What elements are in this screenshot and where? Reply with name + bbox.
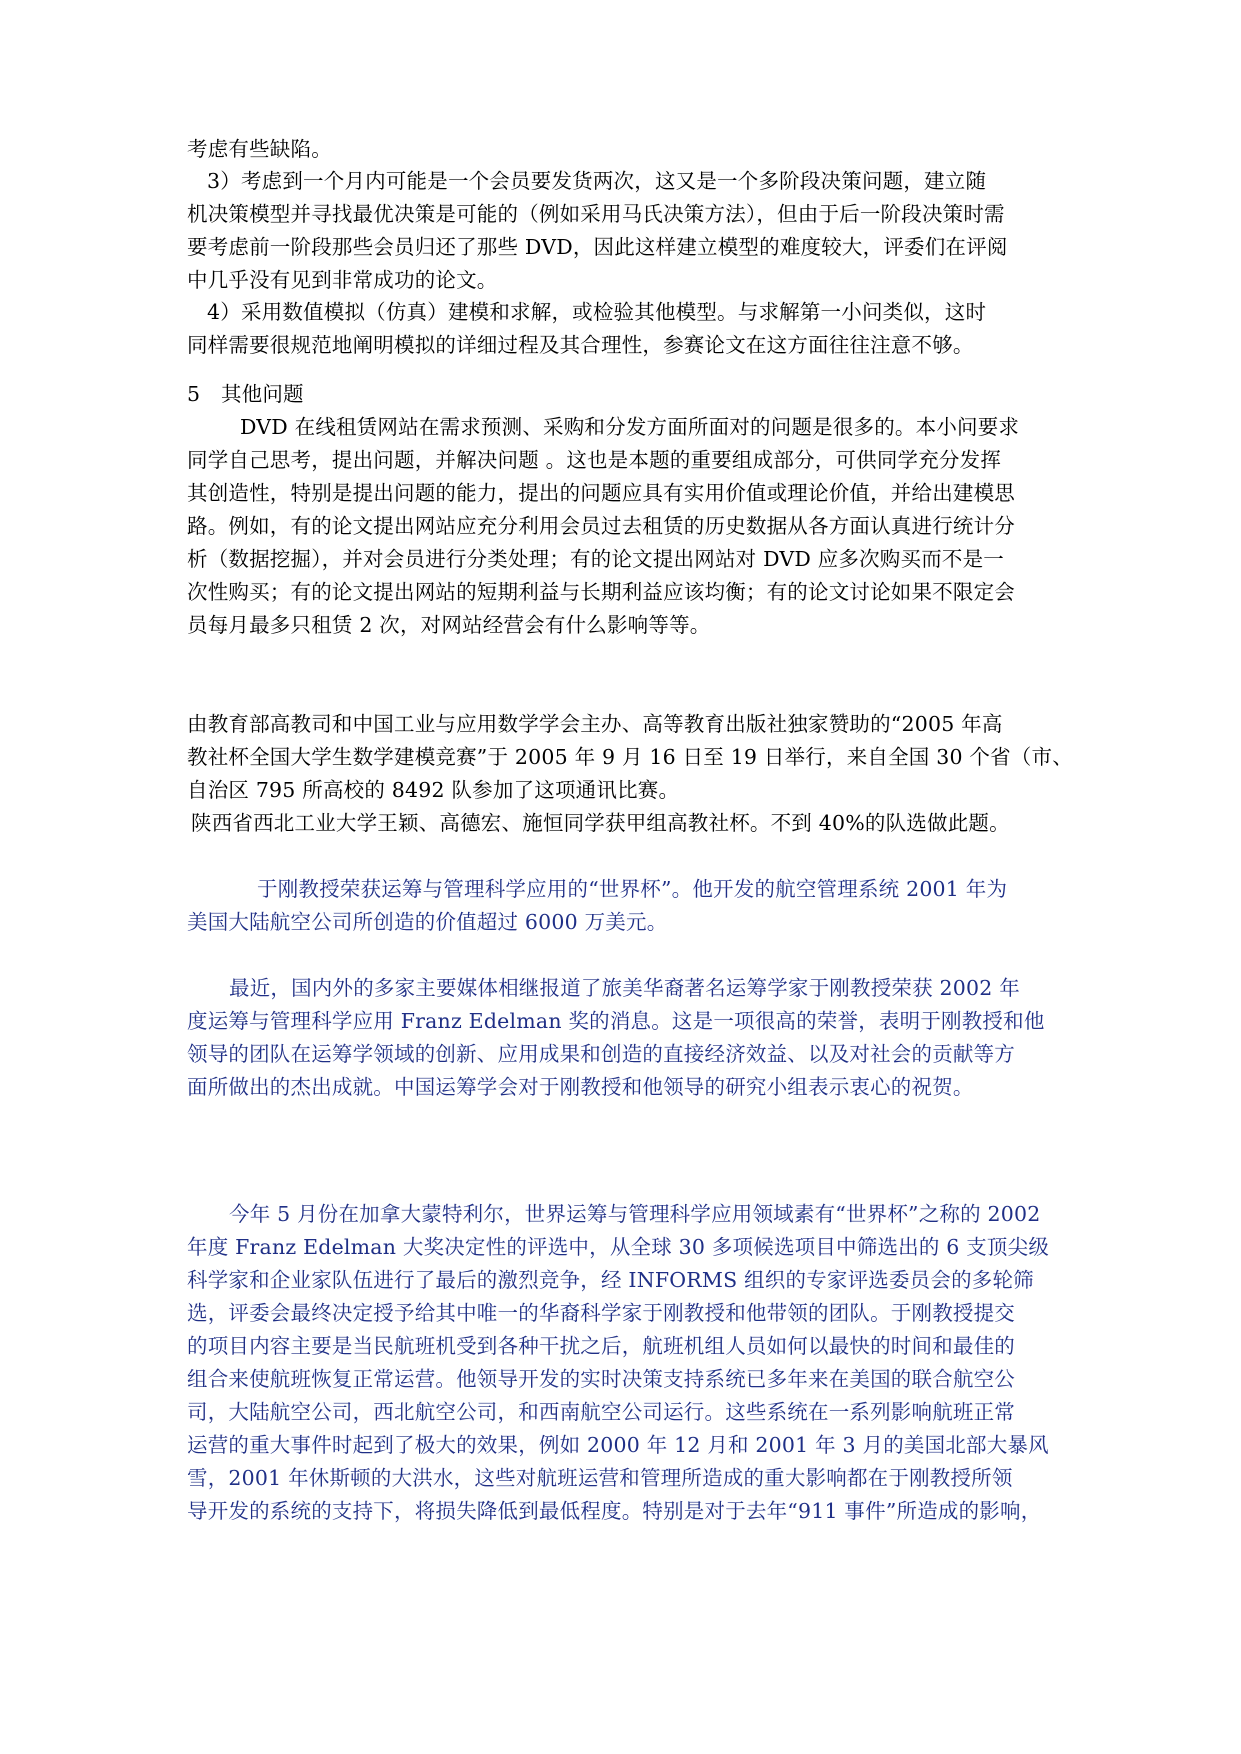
text-line: 陕西省西北工业大学王颖、高德宏、施恒同学获甲组高教社杯。不到 40%的队选做此题。 (191, 811, 1010, 835)
text-line-blue: 最近，国内外的多家主要媒体相继报道了旅美华裔著名运筹学家于刚教授荣获 2002 年 (229, 976, 1020, 1000)
text-line: DVD 在线租赁网站在需求预测、采购和分发方面所面对的问题是很多的。本小问要求 (240, 415, 1020, 439)
text-line-blue: 的项目内容主要是当民航班机受到各种干扰之后，航班机组人员如何以最快的时间和最佳的 (187, 1334, 1015, 1358)
text-line-blue: 美国大陆航空公司所创造的价值超过 6000 万美元。 (187, 910, 668, 934)
text-line: 中几乎没有见到非常成功的论文。 (187, 268, 498, 292)
text-line: 要考虑前一阶段那些会员归还了那些 DVD，因此这样建立模型的难度较大，评委们在评阅 (187, 235, 1008, 259)
text-line-blue: 司，大陆航空公司，西北航空公司，和西南航空公司运行。这些系统在一系列影响航班正常 (187, 1400, 1015, 1424)
section-heading: 5 其他问题 (187, 382, 304, 406)
text-line: 其创造性，特别是提出问题的能力，提出的问题应具有实用价值或理论价值，并给出建模思 (187, 481, 1015, 505)
text-line: 自治区 795 所高校的 8492 队参加了这项通讯比赛。 (187, 778, 680, 802)
text-line-blue: 面所做出的杰出成就。中国运筹学会对于刚教授和他领导的研究小组表示衷心的祝贺。 (187, 1075, 974, 1099)
text-line-blue: 今年 5 月份在加拿大蒙特利尔，世界运筹与管理科学应用领域素有“世界杯”之称的 2002 (229, 1202, 1041, 1226)
text-line: 4）采用数值模拟（仿真）建模和求解，或检验其他模型。与求解第一小问类似，这时 (207, 300, 987, 324)
text-line: 路。例如，有的论文提出网站应充分利用会员过去租赁的历史数据从各方面认真进行统计分 (187, 514, 1015, 538)
text-line: 同学自己思考，提出问题，并解决问题 。这也是本题的重要组成部分，可供同学充分发挥 (187, 448, 1002, 472)
text-line-blue: 年度 Franz Edelman 大奖决定性的评选中，从全球 30 多项候选项目中筛选出的 6 支顶尖级 (187, 1235, 1050, 1259)
text-line: 教社杯全国大学生数学建模竞赛”于 2005 年 9 月 16 日至 19 日举行，来自全国 30 个省（市、 (187, 745, 1073, 769)
text-line: 由教育部高教司和中国工业与应用数学学会主办、高等教育出版社独家赞助的“2005 年高 (187, 712, 1003, 736)
text-line: 析（数据挖掘），并对会员进行分类处理；有的论文提出网站对 DVD 应多次购买而不是一 (187, 547, 1004, 571)
text-line: 机决策模型并寻找最优决策是可能的（例如采用马氏决策方法），但由于后一阶段决策时需 (187, 202, 1005, 226)
text-line: 同样需要很规范地阐明模拟的详细过程及其合理性，参赛论文在这方面往往注意不够。 (187, 333, 974, 357)
text-line-blue: 组合来使航班恢复正常运营。他领导开发的实时决策支持系统已多年来在美国的联合航空公 (187, 1367, 1015, 1391)
text-line-blue: 运营的重大事件时起到了极大的效果，例如 2000 年 12 月和 2001 年 3 月的美国北部大暴风 (187, 1433, 1049, 1457)
text-line-blue: 领导的团队在运筹学领域的创新、应用成果和创造的直接经济效益、以及对社会的贡献等方 (187, 1042, 1015, 1066)
text-line: 员每月最多只租赁 2 次，对网站经营会有什么影响等等。 (187, 613, 711, 637)
text-line: 3）考虑到一个月内可能是一个会员要发货两次，这又是一个多阶段决策问题，建立随 (207, 169, 987, 193)
text-line: 次性购买；有的论文提出网站的短期利益与长期利益应该均衡；有的论文讨论如果不限定会 (187, 580, 1015, 604)
text-line-blue: 雪，2001 年休斯顿的大洪水，这些对航班运营和管理所造成的重大影响都在于刚教授所领 (187, 1466, 1013, 1490)
text-line-blue: 于刚教授荣获运筹与管理科学应用的“世界杯”。他开发的航空管理系统 2001 年为 (257, 877, 1008, 901)
text-line-blue: 选，评委会最终决定授予给其中唯一的华裔科学家于刚教授和他带领的团队。于刚教授提交 (187, 1301, 1015, 1325)
text-line-blue: 度运筹与管理科学应用 Franz Edelman 奖的消息。这是一项很高的荣誉，表明于刚教授和他 (187, 1009, 1045, 1033)
text-line: 考虑有些缺陷。 (187, 137, 332, 161)
text-line-blue: 导开发的系统的支持下，将损失降低到最低程度。特别是对于去年“911 事件”所造成的影响， (187, 1499, 1042, 1523)
text-line-blue: 科学家和企业家队伍进行了最后的激烈竞争，经 INFORMS 组织的专家评选委员会的多轮筛 (187, 1268, 1034, 1292)
